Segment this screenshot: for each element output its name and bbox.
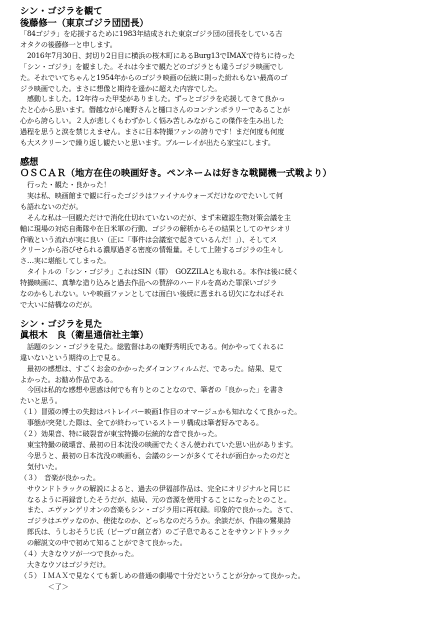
body-line: 心から誇らしい。２人が悲しくもわずかしく悩み苦しみながらこの傑作を生み出した	[20, 116, 284, 126]
body-line: また、エヴァンゲリオンの音楽もシン・ゴジラ用に再収録。印象的で良かった。さて、	[20, 505, 298, 515]
body-line: 今回は私的な感想や思惑は何でも有りとのことなので、筆者の「良かった」を書き	[20, 385, 284, 395]
body-line: 事態が突発した際は、全てが終わっているストーリ構成は筆者好みである。	[20, 418, 263, 428]
body-line: 「84ゴジラ」を応援するために1983年結成された東京ゴジラ団の団長をしている古	[20, 29, 283, 38]
body-line: も大スクリーンで繰り返し観たいと思います。ブルーレイが出たら家宝にします。	[20, 138, 275, 148]
article-kansou	[20, 157, 434, 311]
body-line: 今思うと、最初の日本沈没の映画も、会議のシーンが多くてそれが面白かったのだと	[20, 450, 291, 460]
body-line: 軸に現場の対応自衛隊や在日米軍の行動、ゴジラの解析からその結果としてのヤシオリ	[20, 223, 291, 233]
body-line: サウンドトラックの解説によると、過去の伊福部作品は、完全にオリジナルと同じに	[20, 483, 291, 493]
body-line: たいと思う。	[20, 396, 62, 406]
body-line: 郎氏は、うしおそうじ氏（ピープロ創立者）のご子息であることをサウンドトラック	[20, 527, 291, 537]
body-line: 大きなウソはゴジラだけ。	[20, 559, 110, 569]
body-line: ＜了＞	[20, 581, 69, 591]
body-line: クリーンから浴びせられる濃厚過ぎる密度の情報量。そして上陸するゴジラの生々し	[20, 245, 284, 255]
article-shin-godzilla-wo-mite	[20, 6, 434, 149]
body-line: 感動しました。12年待った甲斐がありました。ずっとゴジラを応援してきて良かっ	[20, 94, 286, 104]
body-line: の解説文の中で初めて知ることができて良かった。	[20, 538, 187, 548]
article-title: シン・ゴジラを見た	[20, 318, 103, 330]
body-line: 行った・観た・良かった！	[20, 179, 111, 189]
body-line: なるように再録音したそうだが、結局、元の音源を使用することになったとのこと。	[20, 494, 291, 504]
body-line: なのかもしれない。いや映画ファンとしては面白い後続に恵まれる切欠になればそれ	[20, 289, 284, 299]
body-line: 話題のシン・ゴジラを見た。総監督はあの庵野秀明氏である。何かやってくれるに	[20, 341, 284, 351]
body-line: ゴジラはエヴァなのか、使徒なのか、どっちなのだろうか。余談だが、作曲の鷺巣詩	[20, 516, 291, 526]
body-line: 最初の感想は、すごくお金のかかったダイコンフィルムだ、であった。結果、見て	[20, 363, 283, 373]
body-line: 違いないという期待の上で見る。	[20, 352, 125, 362]
body-line: 気付いた。	[20, 461, 62, 471]
body-line: 実は私、映画館まで観に行ったゴジラはファイナルウォーズだけなのでたいして何	[20, 190, 283, 200]
body-line: 「シン・ゴジラ」を観ました。それは今まで観たどのゴジラとも違うゴジラ映画でし	[20, 61, 284, 71]
article-shin-godzilla-wo-mita	[20, 319, 434, 593]
article-author: ＯＳＣＡＲ（地方在住の映画好き。ペンネームは好きな戦闘機一式戦より）	[20, 168, 332, 180]
article-author: 後藤修一（東京ゴジラ団団長）	[20, 17, 149, 29]
body-line: （４）大きなウソが一つで良かった。	[20, 549, 139, 559]
body-line: タイトルの「シン・ゴジラ」これはSIN（罪） GOZZILAとも取れる。本作は後に続く	[20, 267, 299, 277]
body-line: も語れないのだが。	[20, 201, 83, 211]
body-line: そんな私は一回観ただけで消化仕切れていないのだが、まず未確認生物対策会議を主	[20, 212, 291, 222]
body-line: 作戦という流れが実に良い（正に「事件は会議室で起きているんだ！」）、そしてス	[20, 234, 277, 244]
body-line: さ…実に堪能してしまった。	[20, 256, 111, 266]
body-line: オタクの後藤修一と申します。	[20, 39, 117, 49]
body-line: 過程を思うと涙を禁じえません。まさに日本特撮ファンの誇りです！まだ何度も何度	[20, 127, 285, 137]
body-line: よかった。お勧め作品である。	[20, 374, 118, 384]
document-page	[20, 6, 434, 593]
article-title: 感想	[20, 156, 39, 168]
body-line: 特撮映画に、真摯な造り込みと過去作品への賛辞のハードルを高めた罪深いゴジラ	[20, 278, 277, 288]
body-line: （５）ＩＭＡＸで見なくても新しめの普通の劇場で十分だということが分かって良かった。	[20, 570, 305, 580]
body-line: たと心から思います。僭越ながら庵野さんと樋口さんのコンテンポラリーであることが	[20, 105, 290, 115]
body-line: ジラ映画でした。まさに想像と期待を遥かに超えた内容でした。	[20, 83, 222, 93]
article-title: シン・ゴジラを観て	[20, 6, 103, 17]
body-line: （３） 音楽が良かった。	[20, 472, 100, 482]
body-line: 2016年7月30日、封切り2日目に横浜の桜木町にあるBurg13でIMAXで待ちに待った	[20, 50, 295, 60]
body-line: 東宝特撮の破壊音、最初の日本沈没の映画でたくさん使われていた思い出があります。	[20, 440, 298, 449]
body-line: た。それでいてちゃんと1954年からのゴジラ映画の伝統に則った紛れもない最高のゴ	[20, 72, 288, 82]
body-line: で大いに結構なのだが。	[20, 299, 97, 309]
body-line: （２）効果音、特に破裂音が東宝特撮の伝統的な音で良かった。	[20, 429, 222, 439]
body-line: （１）冒頭の博士の失踪はパトレイバー映画1作目のオマージュかも知れなくて良かった。	[20, 407, 302, 417]
article-author: 眞根木 良（衛星通信社主筆）	[20, 330, 149, 342]
